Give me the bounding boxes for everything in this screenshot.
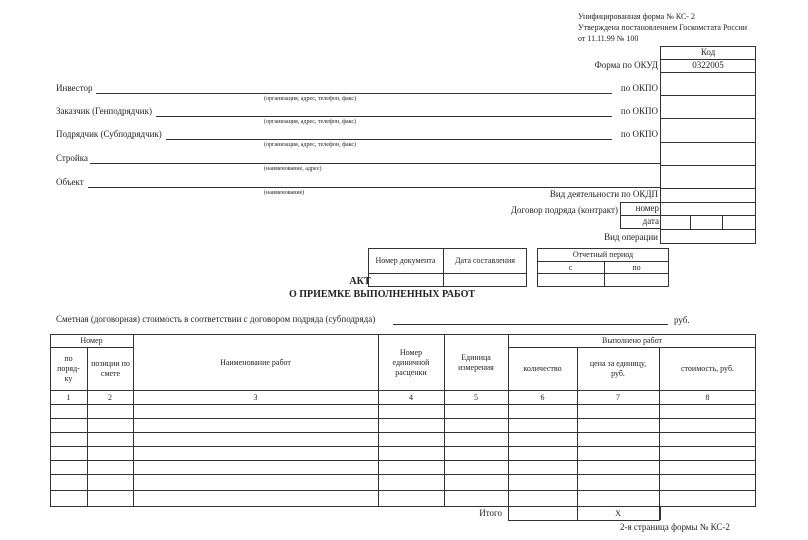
object-field[interactable] — [88, 187, 660, 188]
col-num-8: 8 — [705, 392, 710, 402]
col-num-1: 1 — [66, 392, 71, 402]
okud-label: Форма по ОКУД — [594, 60, 658, 70]
okud-value[interactable]: 0322005 — [692, 60, 724, 70]
th-quantity: количество — [523, 364, 562, 373]
contractor-field[interactable] — [166, 139, 612, 140]
col-num-4: 4 — [409, 392, 413, 402]
doc-number-label: Номер документа — [375, 256, 436, 265]
act-title: АКТ — [349, 276, 371, 287]
th-order: по поряд-ку — [57, 354, 80, 383]
investor-label: Инвестор — [56, 83, 93, 93]
okpo-label-contractor: по ОКПО — [620, 129, 658, 139]
col-num-3: 3 — [253, 392, 258, 402]
period-from-field[interactable] — [538, 274, 603, 286]
construction-field[interactable] — [90, 163, 660, 164]
page-footer: 2-я страница формы № КС-2 — [620, 522, 730, 532]
col-num-7: 7 — [616, 392, 620, 402]
col-num-6: 6 — [540, 392, 545, 402]
customer-field[interactable] — [156, 116, 612, 117]
period-to-label: по — [632, 262, 641, 272]
kod-header: Код — [700, 47, 716, 57]
form-header-line-2: Утверждена постановлением Госкомстата России — [578, 23, 748, 32]
th-position: позиции по смете — [91, 359, 130, 378]
total-label: Итого — [479, 508, 502, 518]
th-rate-number: Номер единичной расценки — [392, 347, 430, 377]
period-from-label: с — [568, 262, 573, 272]
total-x-mark: X — [615, 508, 621, 518]
contractor-hint: (организация, адрес, телефон, факс) — [264, 142, 357, 148]
okpo-label-investor: по ОКПО — [620, 83, 658, 93]
contract-date-label: дата — [642, 216, 659, 226]
doc-date-field[interactable] — [444, 274, 526, 286]
form-header-line-3: от 11.11.99 № 100 — [578, 34, 639, 43]
period-label: Отчетный период — [572, 250, 634, 259]
act-subtitle: О ПРИЕМКЕ ВЫПОЛНЕННЫХ РАБОТ — [288, 289, 476, 300]
th-number-group: Номер — [80, 336, 103, 345]
contract-number-label: номер — [635, 203, 659, 213]
col-num-5: 5 — [474, 392, 478, 402]
investor-hint: (организация, адрес, телефон, факс) — [264, 96, 357, 102]
construction-label: Стройка — [56, 153, 88, 163]
customer-label: Заказчик (Генподрядчик) — [56, 106, 152, 116]
construction-hint: (наименование, адрес) — [264, 166, 322, 172]
cost-label: Сметная (договорная) стоимость в соответствии с договором подряда (субподряда) — [56, 314, 376, 324]
total-quantity-field[interactable] — [509, 508, 576, 519]
contractor-label: Подрядчик (Субподрядчик) — [56, 129, 162, 139]
doc-date-label: Дата составления — [455, 256, 515, 265]
form-header-line-1: Унифицированная форма № КС- 2 — [578, 12, 695, 21]
th-cost: стоимость, руб. — [680, 364, 735, 373]
object-hint: (наименование) — [264, 190, 305, 196]
okpo-label-customer: по ОКПО — [620, 106, 658, 116]
okdp-label: Вид деятельности по ОКДП — [549, 189, 658, 199]
period-to-field[interactable] — [605, 274, 668, 286]
th-unit: Единица измерения — [458, 352, 494, 372]
total-cost-field[interactable] — [661, 508, 755, 519]
contract-label: Договор подряда (контракт) — [510, 205, 618, 215]
col-num-2: 2 — [108, 392, 112, 402]
th-done-group: Выполнено работ — [601, 336, 662, 345]
operation-label: Вид операции — [604, 232, 658, 242]
th-price: цена за единицу, руб. — [589, 359, 647, 378]
customer-hint: (организация, адрес, телефон, факс) — [264, 119, 357, 125]
investor-field[interactable] — [96, 93, 612, 94]
cost-field[interactable] — [393, 324, 668, 325]
th-work-name: Наименование работ — [220, 357, 291, 367]
object-label: Объект — [56, 177, 84, 187]
cost-unit: руб. — [674, 315, 690, 325]
